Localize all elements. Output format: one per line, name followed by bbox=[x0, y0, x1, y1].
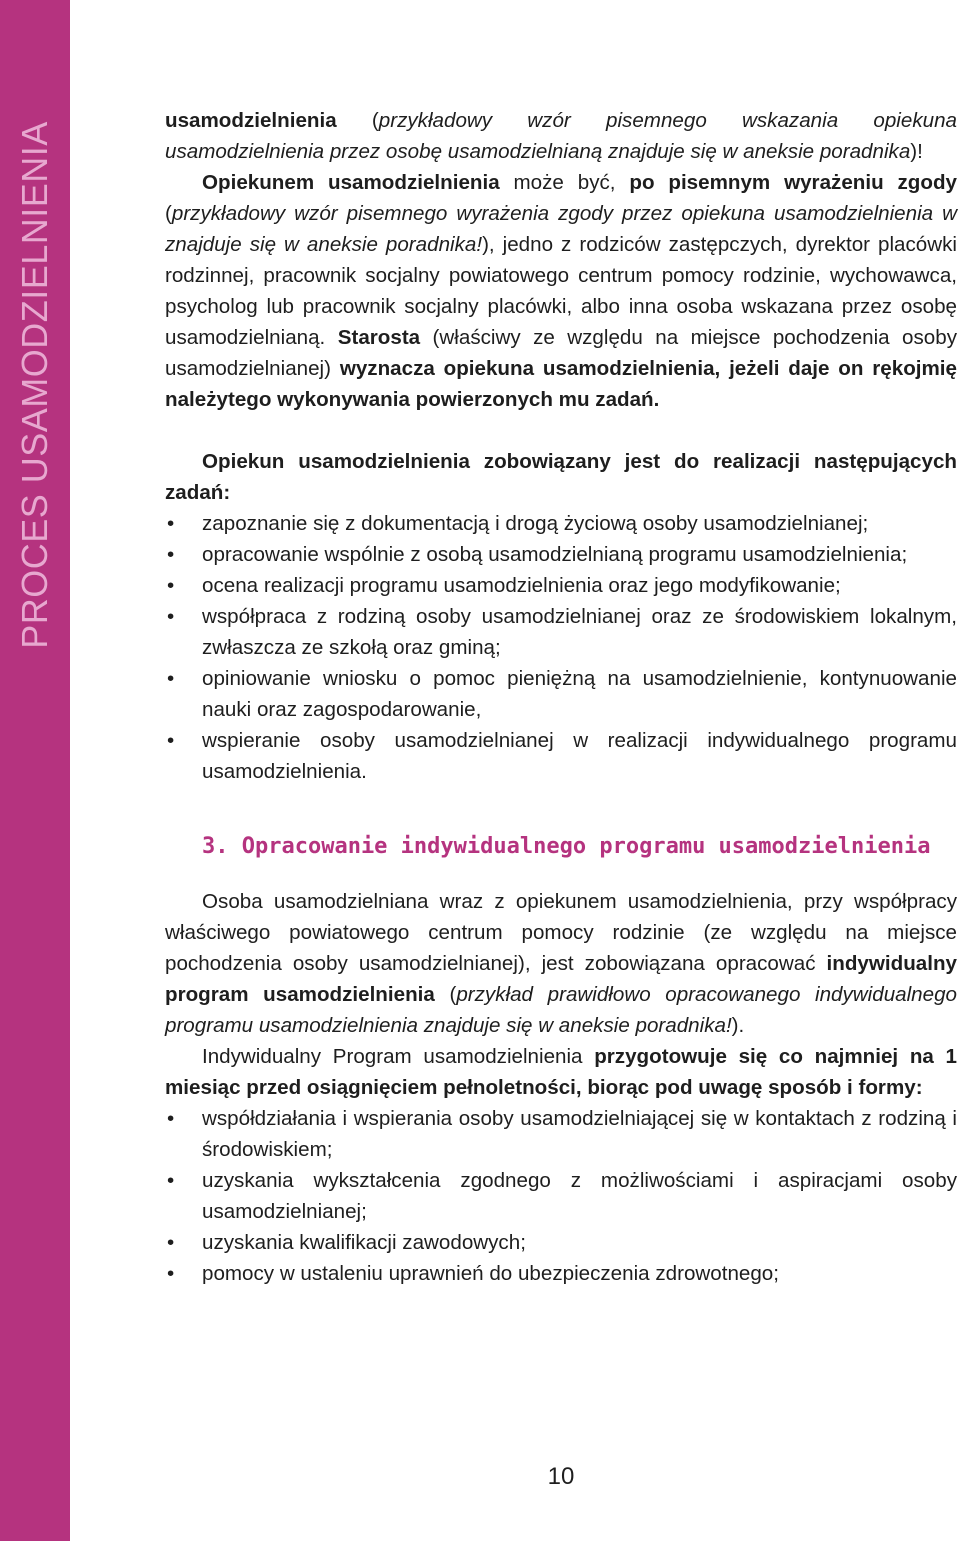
text-run: ). bbox=[731, 1014, 745, 1037]
list-item: • zapoznanie się z dokumentacją i drogą życiową osoby usamodzielnianej; bbox=[165, 508, 957, 539]
side-band bbox=[0, 0, 70, 1541]
spacer bbox=[165, 415, 957, 446]
list-item: • wspieranie osoby usamodzielnianej w realizacji indywidualnego programu usamodzielnienia. bbox=[165, 725, 957, 787]
paragraph-5 bbox=[165, 1041, 957, 1103]
list-item: • opiniowanie wniosku o pomoc pieniężną na usamodzielnienie, kontynuowanie nauki oraz zagospodarowanie, bbox=[165, 663, 957, 725]
list-item: • pomocy w ustaleniu uprawnień do ubezpieczenia zdrowotnego; bbox=[165, 1258, 957, 1289]
italic-text: przykładowy wzór pisemnego wskazania opiekuna usamodzielnienia przez osobę usamodzielnianą znajduje się w aneksie poradnika bbox=[165, 109, 957, 163]
bold-text: usamodzielnienia bbox=[165, 109, 337, 132]
text-run: może być, bbox=[499, 171, 630, 194]
paragraph-1 bbox=[165, 105, 957, 167]
bold-text: wyznacza opiekuna usamodzielnienia, jeżeli daje on rękojmię należytego wykonywania powierzonych mu zadań. bbox=[165, 357, 957, 411]
list-item: • uzyskania kwalifikacji zawodowych; bbox=[165, 1227, 957, 1258]
paragraph-2 bbox=[165, 167, 957, 415]
page-content bbox=[165, 105, 957, 1289]
paragraph-3 bbox=[165, 446, 957, 508]
list-item: • współpraca z rodziną osoby usamodzielnianej oraz ze środowiskiem lokalnym, zwłaszcza ze szkołą oraz gminą; bbox=[165, 601, 957, 663]
bold-text: po pisemnym wyrażeniu zgody bbox=[629, 171, 957, 194]
text-run: (właściwy ze względu na miejsce pochodzenia osoby usamodzielnianej) bbox=[165, 326, 958, 380]
page-number: 10 bbox=[547, 1463, 575, 1490]
bold-text: przygotowuje się co najmniej na 1 miesiąc przed osiągnięciem pełnoletności, biorąc pod uwagę sposób i formy: bbox=[165, 1045, 957, 1099]
text-run: Osoba usamodzielniana wraz z opiekunem usamodzielnienia, przy współpracy właściwego powiatowego centrum pomocy rodzinie (ze względu na miejsce pochodzenia osoby usamodzielnianej), jest zobowiązana opracować bbox=[165, 890, 957, 975]
bold-text: indywidualny program usamodzielnienia bbox=[165, 952, 957, 1006]
italic-text: przykład prawidłowo opracowanego indywidualnego programu usamodzielnienia znajduje się w aneksie poradnika! bbox=[165, 983, 957, 1037]
text-run: )! bbox=[910, 140, 923, 163]
text-run: ), jedno z rodziców zastępczych, dyrektor placówki rodzinnej, pracownik socjalny powiatowego centrum pomocy rodzinie, wychowawca, psycholog lub pracownik socjalny placówki, albo inna osoba wskazana przez osobę usamodzielnianą. bbox=[165, 233, 958, 349]
text-run: ( bbox=[434, 983, 457, 1006]
side-band-title: PROCES USAMODZIELNIENIA bbox=[14, 121, 55, 649]
list-item: • ocena realizacji programu usamodzielnienia oraz jego modyfikowanie; bbox=[165, 570, 957, 601]
section-heading: 3. Opracowanie indywidualnego programu usamodzielnienia bbox=[202, 834, 931, 859]
bold-text: Opiekun usamodzielnienia zobowiązany jest do realizacji następujących zadań: bbox=[165, 450, 957, 504]
opiekun-task-list bbox=[165, 508, 957, 787]
spacer bbox=[165, 787, 957, 818]
list-item: • uzyskania wykształcenia zgodnego z możliwościami i aspiracjami osoby usamodzielnianej; bbox=[165, 1165, 957, 1227]
bold-text: Starosta bbox=[337, 326, 421, 349]
text-run: ( bbox=[336, 109, 379, 132]
text-run: Indywidualny Program usamodzielnienia bbox=[202, 1045, 595, 1068]
italic-text: przykładowy wzór pisemnego wyrażenia zgody przez opiekuna usamodzielnienia w znajduje się w aneksie poradnika! bbox=[165, 202, 957, 256]
list-item: • opracowanie wspólnie z osobą usamodzielnianą programu usamodzielnienia; bbox=[165, 539, 957, 570]
bold-text: Opiekunem usamodzielnienia bbox=[202, 171, 500, 194]
paragraph-4 bbox=[165, 886, 957, 1041]
list-item: • współdziałania i wspierania osoby usamodzielniającej się w kontaktach z rodziną i środowiskiem; bbox=[165, 1103, 957, 1165]
program-forms-list bbox=[165, 1103, 957, 1289]
text-run: ( bbox=[165, 202, 172, 225]
